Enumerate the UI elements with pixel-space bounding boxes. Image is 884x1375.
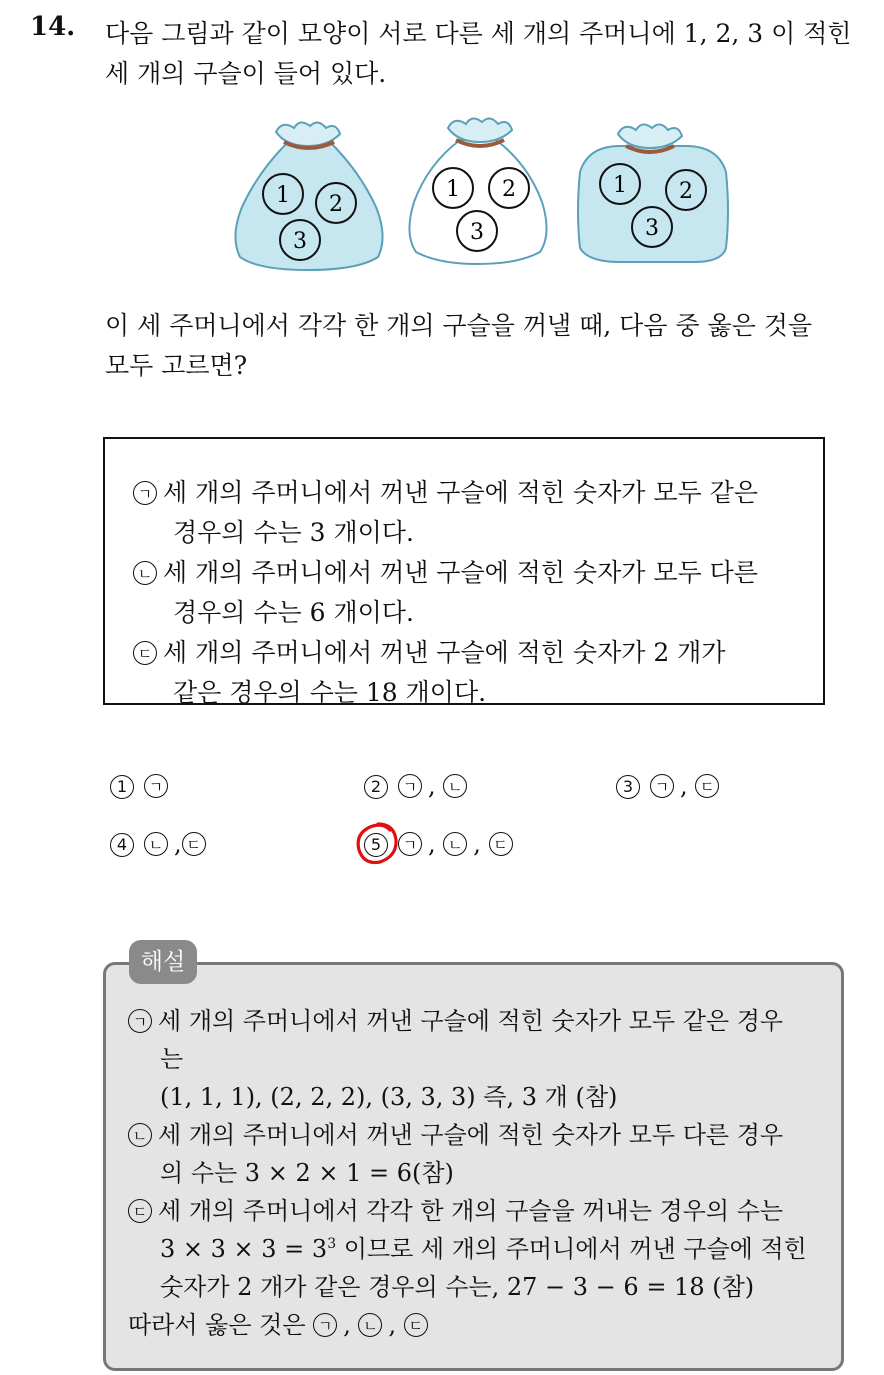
- option-3-mark-a: ㄱ: [650, 774, 674, 798]
- option-5-mark-b: ㄴ: [443, 832, 467, 856]
- statement-c: [133, 633, 725, 669]
- option-2-number: 2: [364, 775, 388, 799]
- bag-1-ball-3: 3: [293, 229, 307, 254]
- question-number: 14.: [30, 12, 76, 42]
- solution-box: [103, 962, 844, 1371]
- solution-b-line2: 의 수는 3 × 2 × 1 = 6(참): [160, 1159, 454, 1187]
- solution-c-line2: [160, 1229, 807, 1264]
- bag-1-ball-2: 2: [329, 192, 343, 217]
- option-4-mark-b: ㄷ: [182, 832, 206, 856]
- bag-1: [235, 122, 382, 270]
- solution-conclusion: 따라서 옳은 것은 ㄱ , ㄴ , ㄷ: [128, 1305, 434, 1340]
- solution-a-mark: ㄱ: [128, 1009, 152, 1033]
- option-4-mark-a: ㄴ: [144, 832, 168, 856]
- bag-2-ball-2: 2: [502, 177, 516, 202]
- solution-c-line2-pre: 3 × 3 × 3 = 3: [160, 1235, 328, 1263]
- selected-answer-circle-icon: [354, 820, 400, 866]
- bag-3-ball-3: 3: [645, 216, 659, 241]
- statement-a-mark: ㄱ: [133, 481, 157, 505]
- solution-a: [128, 1001, 783, 1036]
- bag-3: [578, 124, 728, 262]
- option-2-mark-a: ㄱ: [398, 774, 422, 798]
- statement-b: [133, 553, 758, 589]
- option-5-mark-c: ㄷ: [489, 832, 513, 856]
- bag-2-ball-1: 1: [446, 177, 460, 202]
- question-intro-line2: 세 개의 구슬이 들어 있다.: [105, 59, 387, 88]
- option-1-mark-a: ㄱ: [144, 774, 168, 798]
- bag-3-ball-1: 1: [613, 173, 627, 198]
- solution-c-line2-exponent: 3: [327, 1236, 337, 1252]
- solution-conclusion-text: 따라서 옳은 것은: [128, 1311, 306, 1339]
- solution-c: [128, 1191, 783, 1226]
- solution-c-line2-post: 이므로 세 개의 주머니에서 꺼낸 구슬에 적힌: [336, 1235, 807, 1263]
- option-3-mark-b: ㄷ: [695, 774, 719, 798]
- statement-b-line2: 경우의 수는 6 개이다.: [173, 598, 414, 627]
- option-3[interactable]: 3 ㄱ , ㄷ: [616, 772, 725, 800]
- question-prompt-line1: 이 세 주머니에서 각각 한 개의 구슬을 꺼낼 때, 다음 중 옳은 것을: [105, 311, 813, 340]
- solution-c-mark: ㄷ: [128, 1199, 152, 1223]
- bag-3-ball-2: 2: [679, 179, 693, 204]
- statement-b-mark: ㄴ: [133, 561, 157, 585]
- solution-c-line1: 세 개의 주머니에서 각각 한 개의 구슬을 꺼내는 경우의 수는: [158, 1197, 784, 1225]
- statement-a-line2: 경우의 수는 3 개이다.: [173, 518, 414, 547]
- solution-a-line2: 는: [160, 1045, 184, 1073]
- bag-2-ball-3: 3: [470, 220, 484, 245]
- solution-b-line1: 세 개의 주머니에서 꺼낸 구슬에 적힌 숫자가 모두 다른 경우: [158, 1121, 784, 1149]
- bags-illustration: [228, 112, 738, 277]
- bag-1-ball-1: 1: [276, 183, 290, 208]
- question-prompt-line2: 모두 고르면?: [105, 351, 248, 380]
- option-4[interactable]: 4 ㄴ , ㄷ: [110, 830, 212, 858]
- statement-c-line2: 같은 경우의 수는 18 개이다.: [173, 678, 487, 707]
- solution-conclusion-mark-a: ㄱ: [313, 1313, 337, 1337]
- statement-a-line1: 세 개의 주머니에서 꺼낸 구슬에 적힌 숫자가 모두 같은: [163, 478, 758, 507]
- statement-c-line1: 세 개의 주머니에서 꺼낸 구슬에 적힌 숫자가 2 개가: [163, 638, 726, 667]
- solution-a-line3: (1, 1, 1), (2, 2, 2), (3, 3, 3) 즉, 3 개 (참): [160, 1083, 618, 1111]
- solution-conclusion-mark-b: ㄴ: [358, 1313, 382, 1337]
- option-1-number: 1: [110, 775, 134, 799]
- question-intro-line1: 다음 그림과 같이 모양이 서로 다른 세 개의 주머니에 1, 2, 3 이 적힌: [105, 19, 852, 48]
- option-3-number: 3: [616, 775, 640, 799]
- solution-conclusion-mark-c: ㄷ: [404, 1313, 428, 1337]
- option-5-number: 5: [364, 833, 388, 857]
- bag-2: [409, 118, 546, 264]
- statement-a: [133, 473, 758, 509]
- solution-c-line3: 숫자가 2 개가 같은 경우의 수는, 27 − 3 − 6 = 18 (참): [160, 1273, 755, 1301]
- statement-c-mark: ㄷ: [133, 641, 157, 665]
- option-5[interactable]: 5 ㄱ , ㄴ , ㄷ: [364, 830, 519, 858]
- option-4-number: 4: [110, 833, 134, 857]
- option-1[interactable]: [110, 772, 174, 800]
- statements-box: [103, 437, 825, 705]
- option-5-mark-a: ㄱ: [398, 832, 422, 856]
- solution-tab: 해설: [129, 940, 197, 984]
- solution-b: [128, 1115, 783, 1150]
- solution-b-mark: ㄴ: [128, 1123, 152, 1147]
- option-2[interactable]: 2 ㄱ , ㄴ: [364, 772, 473, 800]
- statement-b-line1: 세 개의 주머니에서 꺼낸 구슬에 적힌 숫자가 모두 다른: [163, 558, 758, 587]
- option-2-mark-b: ㄴ: [443, 774, 467, 798]
- solution-a-line1: 세 개의 주머니에서 꺼낸 구슬에 적힌 숫자가 모두 같은 경우: [158, 1007, 784, 1035]
